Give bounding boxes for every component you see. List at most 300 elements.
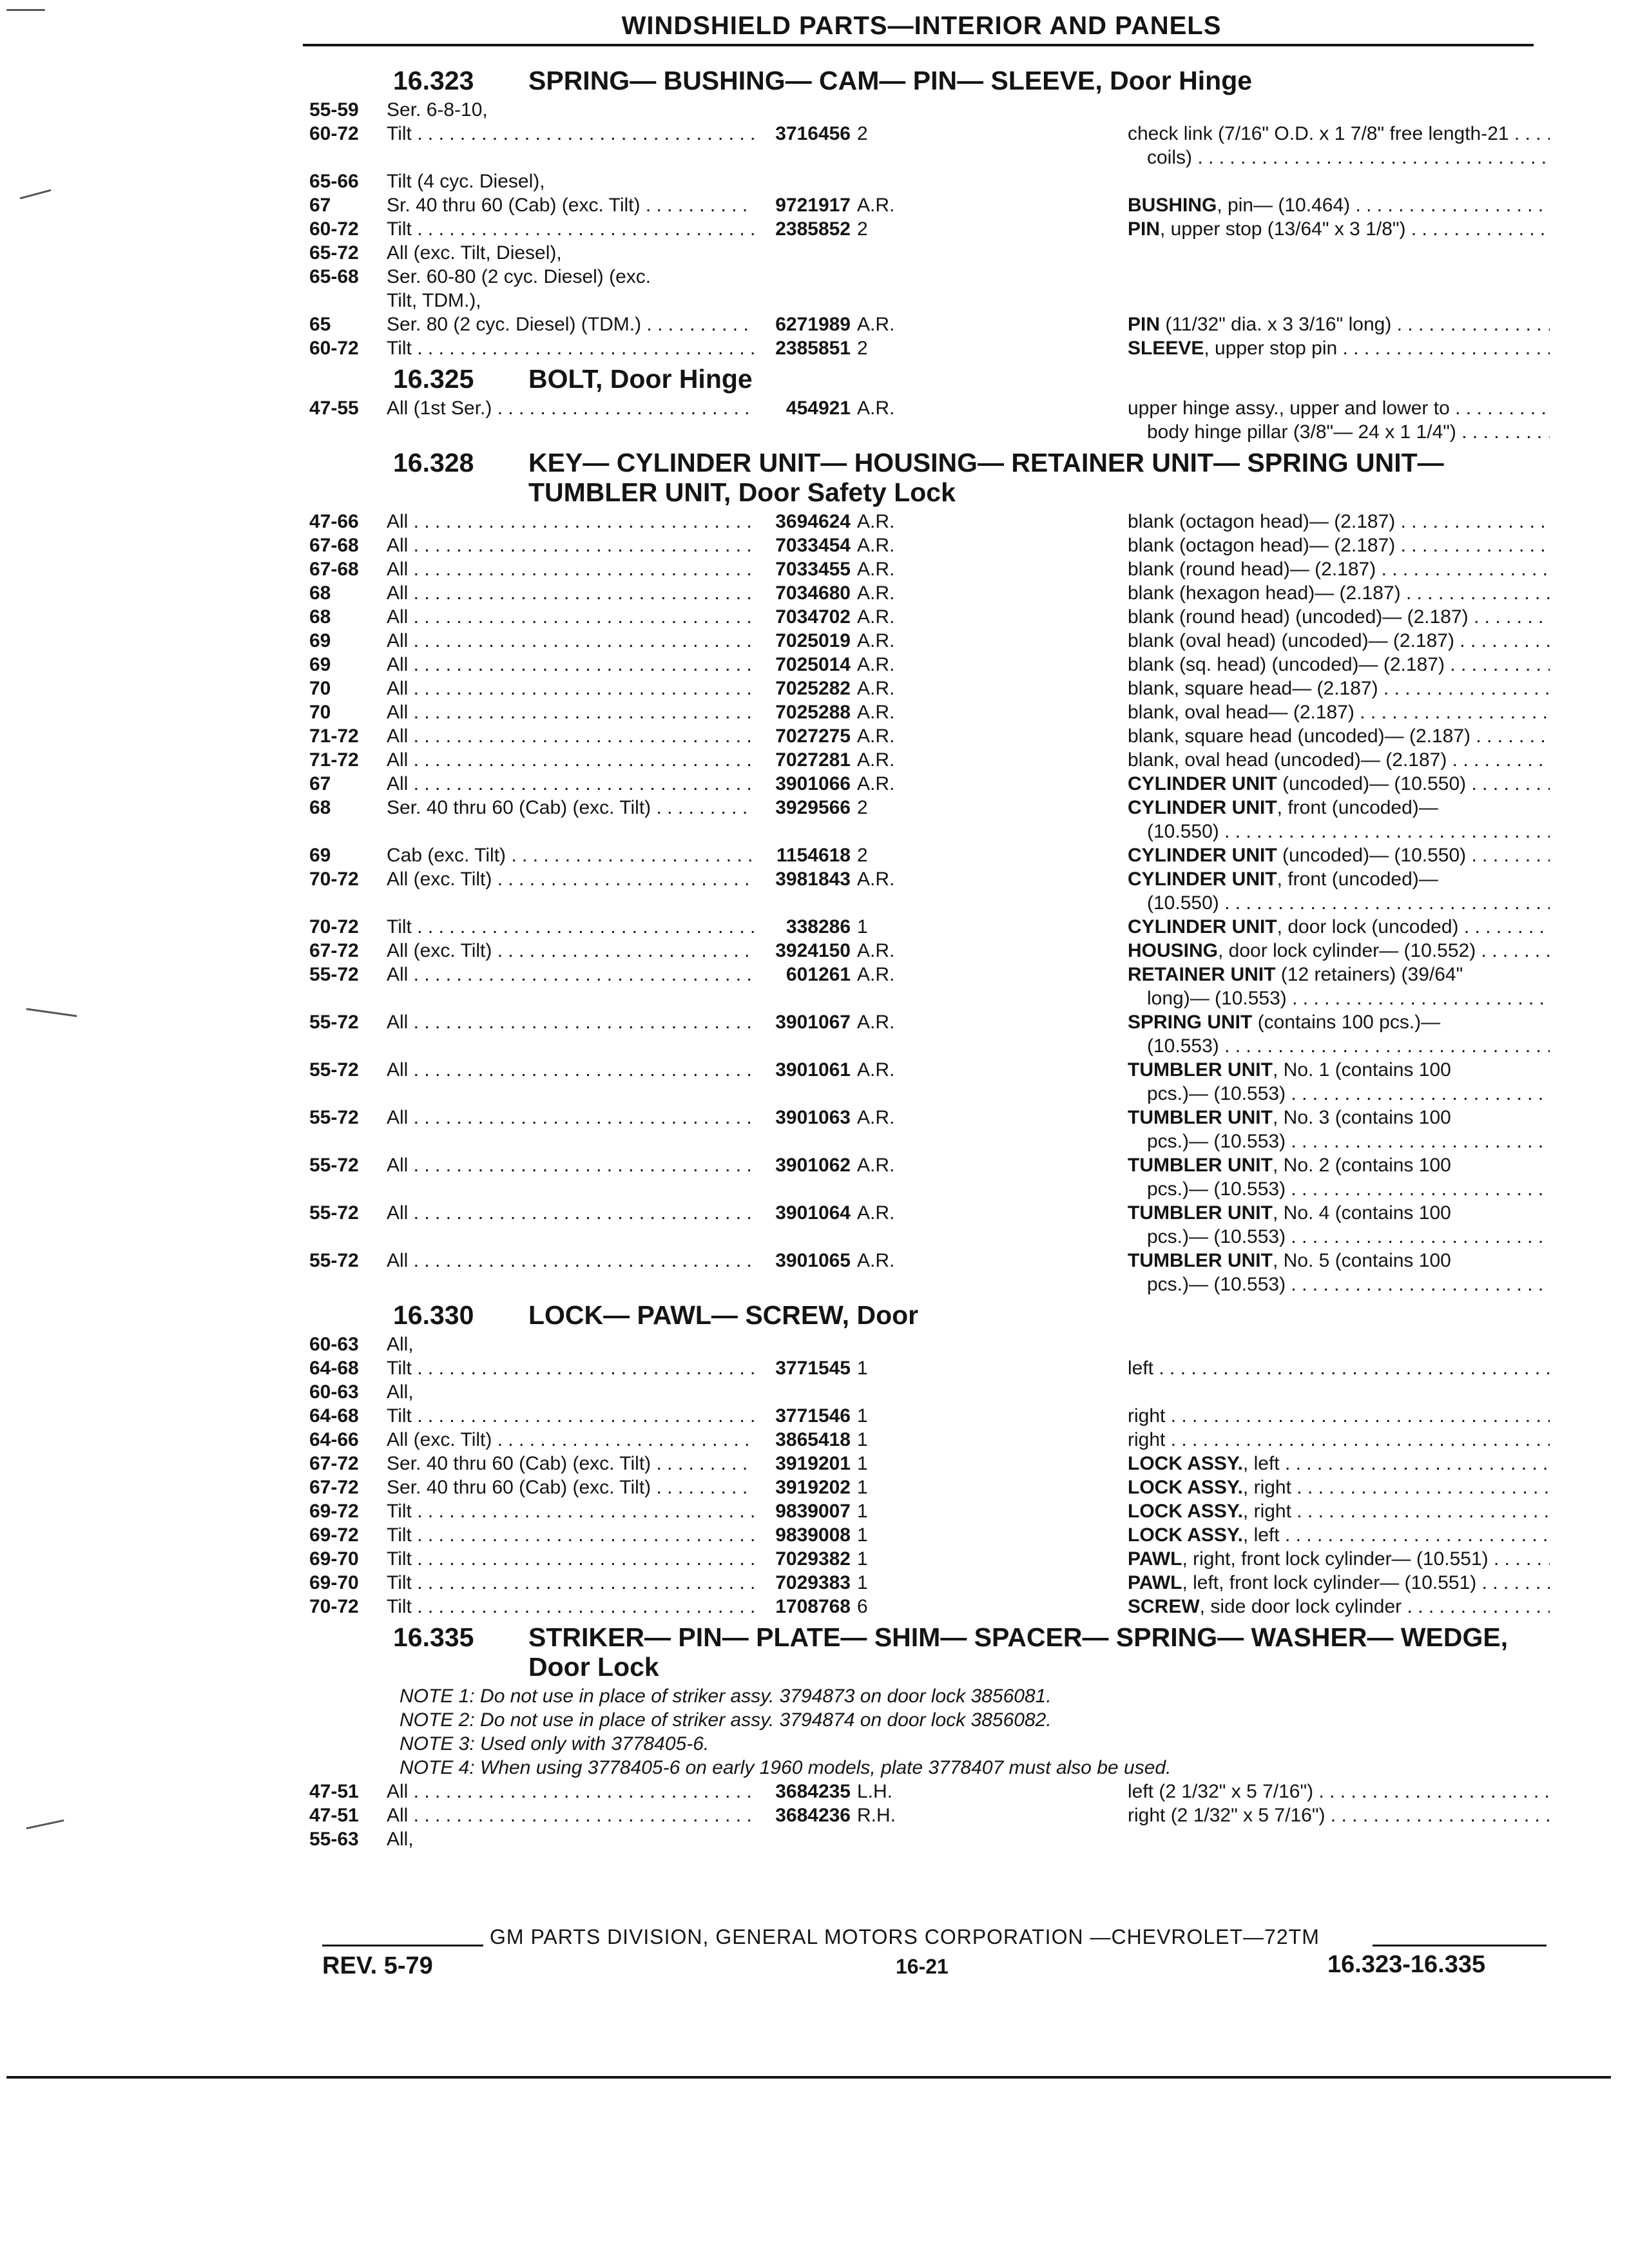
- model-years: 65-66: [309, 171, 359, 192]
- application-desc: All . . .: [387, 1249, 754, 1273]
- quantity: [851, 289, 960, 312]
- model-years: 55-72: [309, 1250, 359, 1271]
- section-title: SPRING— BUSHING— CAM— PIN— SLEEVE, Door Hinge: [528, 66, 1253, 95]
- model-years: [309, 1129, 387, 1153]
- quantity: 1: [857, 1453, 868, 1474]
- table-row: [309, 533, 1550, 557]
- part-number: [754, 820, 851, 843]
- part-remark: [960, 312, 1550, 336]
- table-row: [309, 700, 1550, 724]
- model-years: 69-70: [309, 1572, 359, 1593]
- model-years: 47-55: [309, 398, 359, 419]
- application-desc: All . . .: [387, 653, 754, 677]
- footer-credit: GM PARTS DIVISION, GENERAL MOTORS CORPORATION —CHEVROLET—72TM: [490, 1925, 1320, 1948]
- model-years: 60-72: [309, 338, 359, 359]
- part-name: TUMBLER UNIT: [1128, 1155, 1273, 1176]
- section-heading: [309, 1622, 1550, 1682]
- table-row: [309, 1273, 1550, 1296]
- remark-text: pcs.)— (10.553): [1147, 1131, 1286, 1152]
- section-title: BOLT, Door Hinge: [528, 364, 753, 394]
- part-remark: [960, 557, 1550, 581]
- model-years: 68: [309, 797, 331, 818]
- quantity: A.R.: [857, 940, 895, 961]
- part-number: 7025019: [775, 630, 851, 651]
- table-row: [309, 1523, 1550, 1547]
- model-years: 60-63: [309, 1381, 359, 1403]
- part-remark: [960, 1571, 1550, 1595]
- application-desc: Ser. 60-80 (2 cyc. Diesel) (exc.: [387, 266, 651, 287]
- part-number: 7033454: [775, 535, 851, 556]
- part-number: 338286: [786, 916, 851, 937]
- quantity: A.R.: [857, 1012, 895, 1033]
- model-years: 69: [309, 630, 331, 651]
- parts-list: [309, 62, 1550, 1851]
- application-desc: All (exc. Tilt, Diesel),: [387, 242, 562, 264]
- quantity: 1: [857, 1548, 868, 1570]
- remark-text: body hinge pillar (3/8"— 24 x 1 1/4"): [1147, 421, 1456, 443]
- part-number: 3716456: [775, 123, 851, 144]
- part-number: [754, 1082, 851, 1106]
- application-desc: All . . .: [387, 605, 754, 629]
- quantity: A.R.: [857, 398, 895, 419]
- quantity: 2: [857, 338, 868, 359]
- part-remark: [960, 241, 1550, 265]
- model-years: 67-68: [309, 559, 359, 580]
- part-number: [754, 146, 851, 169]
- model-years: [309, 1177, 387, 1201]
- part-remark: [960, 581, 1550, 605]
- part-remark: [960, 169, 1550, 193]
- part-number: 601261: [786, 964, 851, 985]
- part-remark: [960, 1523, 1550, 1547]
- part-number: 3694624: [775, 511, 851, 532]
- part-remark: [960, 1010, 1550, 1034]
- model-years: [309, 1082, 387, 1106]
- table-row: [309, 98, 1550, 122]
- part-remark: [960, 1106, 1550, 1129]
- section-note: NOTE 2: Do not use in place of striker assy. 3794874 on door lock 3856082.: [400, 1709, 1052, 1731]
- part-remark: [960, 146, 1550, 169]
- quantity: A.R.: [857, 654, 895, 675]
- application-desc: Tilt, TDM.),: [387, 290, 481, 311]
- part-remark: [960, 1332, 1550, 1356]
- section-title: KEY— CYLINDER UNIT— HOUSING— RETAINER UNIT— SPRING UNIT— TUMBLER UNIT, Door Safety Lock: [528, 448, 1444, 507]
- part-number: 3981843: [775, 869, 851, 890]
- remark-text: pcs.)— (10.553): [1147, 1274, 1286, 1295]
- application-desc: All . . .: [387, 1106, 754, 1129]
- quantity: [851, 241, 960, 265]
- application-desc: All . . .: [387, 1803, 754, 1827]
- application-desc: All . . .: [387, 533, 754, 557]
- part-name: TUMBLER UNIT: [1128, 1202, 1273, 1224]
- part-number: 2385851: [775, 338, 851, 359]
- application-desc: Ser. 40 thru 60 (Cab) (exc. Tilt) . . .: [387, 1452, 754, 1475]
- part-name: HOUSING: [1128, 940, 1219, 961]
- model-years: [309, 146, 387, 169]
- model-years: 64-68: [309, 1405, 359, 1427]
- part-number: 3919202: [775, 1477, 851, 1498]
- table-row: [309, 772, 1550, 796]
- application-desc: All (exc. Tilt) . . .: [387, 1428, 754, 1452]
- part-remark: [960, 533, 1550, 557]
- application-desc: All . . .: [387, 772, 754, 796]
- quantity: A.R.: [857, 195, 895, 216]
- margin-mark: [26, 1008, 77, 1017]
- part-number: 3865418: [775, 1429, 851, 1450]
- table-row: [309, 1034, 1550, 1058]
- part-remark: [960, 629, 1550, 653]
- part-remark: [960, 891, 1550, 915]
- section-number: 16.335: [393, 1622, 474, 1652]
- quantity: A.R.: [857, 606, 895, 628]
- part-remark: [960, 1499, 1550, 1523]
- quantity: [851, 1082, 960, 1106]
- remark-text: blank (oval head) (uncoded)— (2.187): [1128, 630, 1454, 651]
- table-row: [309, 1547, 1550, 1571]
- application-desc: All . . .: [387, 963, 754, 986]
- part-number: [754, 1177, 851, 1201]
- table-row: [309, 420, 1550, 444]
- section-heading: [309, 448, 1550, 507]
- model-years: 55-72: [309, 964, 359, 985]
- application-desc: All . . .: [387, 510, 754, 533]
- model-years: 70-72: [309, 1596, 359, 1617]
- part-number: 2385852: [775, 218, 851, 240]
- page-title: WINDSHIELD PARTS—INTERIOR AND PANELS: [621, 12, 1222, 40]
- application-desc: Tilt . . .: [387, 122, 754, 146]
- part-number: 3901061: [775, 1059, 851, 1081]
- part-remark: [960, 1475, 1550, 1499]
- model-years: 55-59: [309, 99, 359, 120]
- part-remark: [960, 1058, 1550, 1082]
- remark-text: pcs.)— (10.553): [1147, 1083, 1286, 1104]
- model-years: 70: [309, 702, 331, 723]
- footer-rule-right: [1373, 1945, 1547, 1946]
- model-years: 70-72: [309, 869, 359, 890]
- part-name: BUSHING: [1128, 195, 1217, 216]
- application-desc: Tilt . . .: [387, 1523, 754, 1547]
- remark-text: (11/32" dia. x 3 3/16" long): [1160, 314, 1392, 335]
- part-number: [754, 289, 851, 312]
- application-desc: All,: [387, 1381, 414, 1403]
- application-desc: All (exc. Tilt) . . .: [387, 939, 754, 963]
- quantity: R.H.: [857, 1805, 896, 1826]
- table-row: [309, 605, 1550, 629]
- model-years: 65-68: [309, 266, 359, 287]
- model-years: 47-51: [309, 1781, 359, 1802]
- remark-text: right: [1128, 1405, 1166, 1427]
- model-years: 64-68: [309, 1358, 359, 1379]
- table-row: [309, 653, 1550, 677]
- quantity: A.R.: [857, 749, 895, 771]
- table-row: [309, 1201, 1550, 1225]
- table-row: [309, 510, 1550, 533]
- part-name: TUMBLER UNIT: [1128, 1250, 1273, 1271]
- page-number: 16-21: [896, 1955, 949, 1978]
- model-years: 69: [309, 845, 331, 866]
- model-years: 55-72: [309, 1107, 359, 1128]
- model-years: [309, 986, 387, 1010]
- remark-text: , right: [1242, 1477, 1291, 1498]
- quantity: 1: [857, 916, 868, 937]
- part-number: 1708768: [775, 1596, 851, 1617]
- table-row: [309, 241, 1550, 265]
- part-number: [754, 1827, 851, 1851]
- part-remark: [960, 1452, 1550, 1475]
- quantity: A.R.: [857, 582, 895, 604]
- quantity: [851, 265, 960, 289]
- part-name: LOCK ASSY.: [1128, 1477, 1243, 1498]
- part-name: PIN: [1128, 218, 1161, 240]
- part-number: [754, 420, 851, 444]
- quantity: [851, 98, 960, 122]
- application-desc: [387, 986, 754, 1010]
- model-years: 69-72: [309, 1501, 359, 1522]
- quantity: L.H.: [857, 1781, 893, 1802]
- model-years: 67-68: [309, 535, 359, 556]
- part-remark: [960, 820, 1550, 843]
- application-desc: Tilt (4 cyc. Diesel),: [387, 171, 545, 192]
- model-years: 55-72: [309, 1202, 359, 1224]
- remark-text: blank (hexagon head)— (2.187): [1128, 582, 1401, 604]
- part-number: 3771545: [775, 1358, 851, 1379]
- model-years: 67: [309, 195, 331, 216]
- application-desc: Tilt . . .: [387, 217, 754, 241]
- table-row: [309, 1058, 1550, 1082]
- model-years: [309, 1273, 387, 1296]
- part-number: 3901064: [775, 1202, 851, 1224]
- part-remark: [960, 1780, 1550, 1803]
- part-remark: [960, 867, 1550, 891]
- remark-text: , left: [1242, 1524, 1280, 1546]
- table-row: [309, 396, 1550, 420]
- application-desc: All . . .: [387, 1010, 754, 1034]
- application-desc: Tilt . . .: [387, 1547, 754, 1571]
- part-remark: [960, 193, 1550, 217]
- application-desc: Ser. 6-8-10,: [387, 99, 488, 120]
- part-remark: [960, 1082, 1550, 1106]
- part-number: 3929566: [775, 797, 851, 818]
- table-row: [309, 169, 1550, 193]
- application-desc: Tilt . . .: [387, 336, 754, 360]
- quantity: 6: [857, 1596, 868, 1617]
- application-desc: Tilt . . .: [387, 1404, 754, 1428]
- quantity: [851, 1380, 960, 1404]
- model-years: 47-66: [309, 511, 359, 532]
- part-remark: [960, 986, 1550, 1010]
- remark-text: right (2 1/32" x 5 7/16"): [1128, 1805, 1325, 1826]
- table-row: [309, 193, 1550, 217]
- quantity: 1: [857, 1524, 868, 1546]
- model-years: [309, 1034, 387, 1058]
- application-desc: Tilt . . .: [387, 915, 754, 939]
- quantity: 1: [857, 1501, 868, 1522]
- quantity: [851, 1827, 960, 1851]
- table-row: [309, 1404, 1550, 1428]
- part-remark: [960, 336, 1550, 360]
- table-row: [309, 1249, 1550, 1273]
- table-row: [309, 1499, 1550, 1523]
- part-number: 3771546: [775, 1405, 851, 1427]
- quantity: [851, 986, 960, 1010]
- part-name: CYLINDER UNIT: [1128, 797, 1277, 818]
- application-desc: All . . .: [387, 724, 754, 748]
- part-remark: [960, 1404, 1550, 1428]
- table-row: [309, 1475, 1550, 1499]
- table-row: [309, 336, 1550, 360]
- part-remark: [960, 1547, 1550, 1571]
- remark-text: , No. 3 (contains 100: [1272, 1107, 1451, 1128]
- part-number: 3901065: [775, 1250, 851, 1271]
- remark-text: , pin— (10.464): [1217, 195, 1351, 216]
- part-number: 7025288: [775, 702, 851, 723]
- part-number: 7027281: [775, 749, 851, 771]
- table-row: [309, 1153, 1550, 1177]
- application-desc: [387, 1082, 754, 1106]
- table-row: [309, 891, 1550, 915]
- part-number: 9721917: [775, 195, 851, 216]
- remark-text: (10.550): [1147, 892, 1219, 914]
- application-desc: All . . .: [387, 1153, 754, 1177]
- table-row: [309, 1595, 1550, 1619]
- model-years: 64-66: [309, 1429, 359, 1450]
- part-remark: [960, 420, 1550, 444]
- table-row: [309, 1803, 1550, 1827]
- quantity: [851, 420, 960, 444]
- model-years: 68: [309, 582, 331, 604]
- table-row: [309, 1356, 1550, 1380]
- section-title: LOCK— PAWL— SCREW, Door: [528, 1300, 919, 1330]
- remark-text: pcs.)— (10.553): [1147, 1226, 1286, 1247]
- part-number: 9839007: [775, 1501, 851, 1522]
- model-years: 71-72: [309, 749, 359, 771]
- model-years: [309, 289, 387, 312]
- part-remark: [960, 510, 1550, 533]
- quantity: A.R.: [857, 511, 895, 532]
- model-years: 60-72: [309, 218, 359, 240]
- quantity: 1: [857, 1477, 868, 1498]
- model-years: 60-72: [309, 123, 359, 144]
- application-desc: [387, 1034, 754, 1058]
- application-desc: [387, 1129, 754, 1153]
- part-remark: [960, 1428, 1550, 1452]
- quantity: 2: [857, 845, 868, 866]
- quantity: [851, 891, 960, 915]
- section-note: NOTE 1: Do not use in place of striker assy. 3794873 on door lock 3856081.: [400, 1686, 1052, 1707]
- part-number: [754, 1129, 851, 1153]
- quantity: A.R.: [857, 1059, 895, 1081]
- part-number: 7025014: [775, 654, 851, 675]
- table-row: [309, 1082, 1550, 1106]
- part-remark: [960, 1153, 1550, 1177]
- part-name: SLEEVE: [1128, 338, 1204, 359]
- application-desc: All,: [387, 1334, 414, 1355]
- section-heading: [309, 66, 1550, 95]
- table-row: [309, 1106, 1550, 1129]
- part-remark: [960, 772, 1550, 796]
- part-number: 3901063: [775, 1107, 851, 1128]
- quantity: 1: [857, 1572, 868, 1593]
- table-row: [309, 748, 1550, 772]
- part-remark: [960, 396, 1550, 420]
- part-remark: [960, 1595, 1550, 1619]
- part-name: PAWL: [1128, 1548, 1182, 1570]
- margin-mark: [6, 9, 45, 11]
- part-remark: [960, 1827, 1550, 1851]
- model-years: 70-72: [309, 916, 359, 937]
- remark-text: , front (uncoded)—: [1277, 797, 1438, 818]
- table-row: [309, 915, 1550, 939]
- quantity: A.R.: [857, 678, 895, 699]
- table-row: [309, 1129, 1550, 1153]
- quantity: A.R.: [857, 1107, 895, 1128]
- model-years: 55-72: [309, 1155, 359, 1176]
- revision-label: REV. 5-79: [322, 1952, 433, 1979]
- part-remark: [960, 1803, 1550, 1827]
- part-number: [754, 1380, 851, 1404]
- table-row: [309, 963, 1550, 986]
- application-desc: [387, 420, 754, 444]
- table-row: [309, 1452, 1550, 1475]
- application-desc: All . . .: [387, 1201, 754, 1225]
- part-name: TUMBLER UNIT: [1128, 1059, 1273, 1081]
- part-remark: [960, 1380, 1550, 1404]
- table-row: [309, 867, 1550, 891]
- quantity: [851, 1129, 960, 1153]
- model-years: 69: [309, 654, 331, 675]
- part-number: 9839008: [775, 1524, 851, 1546]
- model-years: 55-63: [309, 1829, 359, 1850]
- remark-text: (uncoded)— (10.550): [1277, 845, 1467, 866]
- part-number: [754, 1273, 851, 1296]
- application-desc: Cab (exc. Tilt) . . .: [387, 843, 754, 867]
- remark-text: right: [1128, 1429, 1166, 1450]
- remark-text: , door lock (uncoded): [1277, 916, 1459, 937]
- remark-text: (10.550): [1147, 821, 1219, 842]
- application-desc: All . . .: [387, 1780, 754, 1803]
- quantity: A.R.: [857, 1250, 895, 1271]
- part-number: 7027275: [775, 726, 851, 747]
- part-remark: [960, 1225, 1550, 1249]
- part-name: LOCK ASSY.: [1128, 1501, 1243, 1522]
- remark-text: , right, front lock cylinder— (10.551): [1182, 1548, 1489, 1570]
- section-heading: [309, 1300, 1550, 1330]
- section-number: 16.323: [393, 66, 474, 95]
- table-row: [309, 820, 1550, 843]
- application-desc: [387, 820, 754, 843]
- remark-text: left (2 1/32" x 5 7/16"): [1128, 1781, 1314, 1802]
- remark-text: , right: [1242, 1501, 1291, 1522]
- model-years: 60-63: [309, 1334, 359, 1355]
- quantity: 2: [857, 218, 868, 240]
- remark-text: blank, square head— (2.187): [1128, 678, 1378, 699]
- section-title: STRIKER— PIN— PLATE— SHIM— SPACER— SPRING— WASHER— WEDGE, Door Lock: [528, 1622, 1509, 1682]
- model-years: 69-72: [309, 1524, 359, 1546]
- table-row: [309, 1010, 1550, 1034]
- remark-text: left: [1128, 1358, 1154, 1379]
- table-row: [309, 289, 1550, 312]
- application-desc: All . . .: [387, 700, 754, 724]
- quantity: 2: [857, 123, 868, 144]
- remark-text: , upper stop pin: [1204, 338, 1338, 359]
- quantity: 1: [857, 1429, 868, 1450]
- quantity: A.R.: [857, 702, 895, 723]
- part-remark: [960, 1034, 1550, 1058]
- quantity: [851, 1034, 960, 1058]
- model-years: [309, 1225, 387, 1249]
- model-years: 65: [309, 314, 331, 335]
- model-years: [309, 891, 387, 915]
